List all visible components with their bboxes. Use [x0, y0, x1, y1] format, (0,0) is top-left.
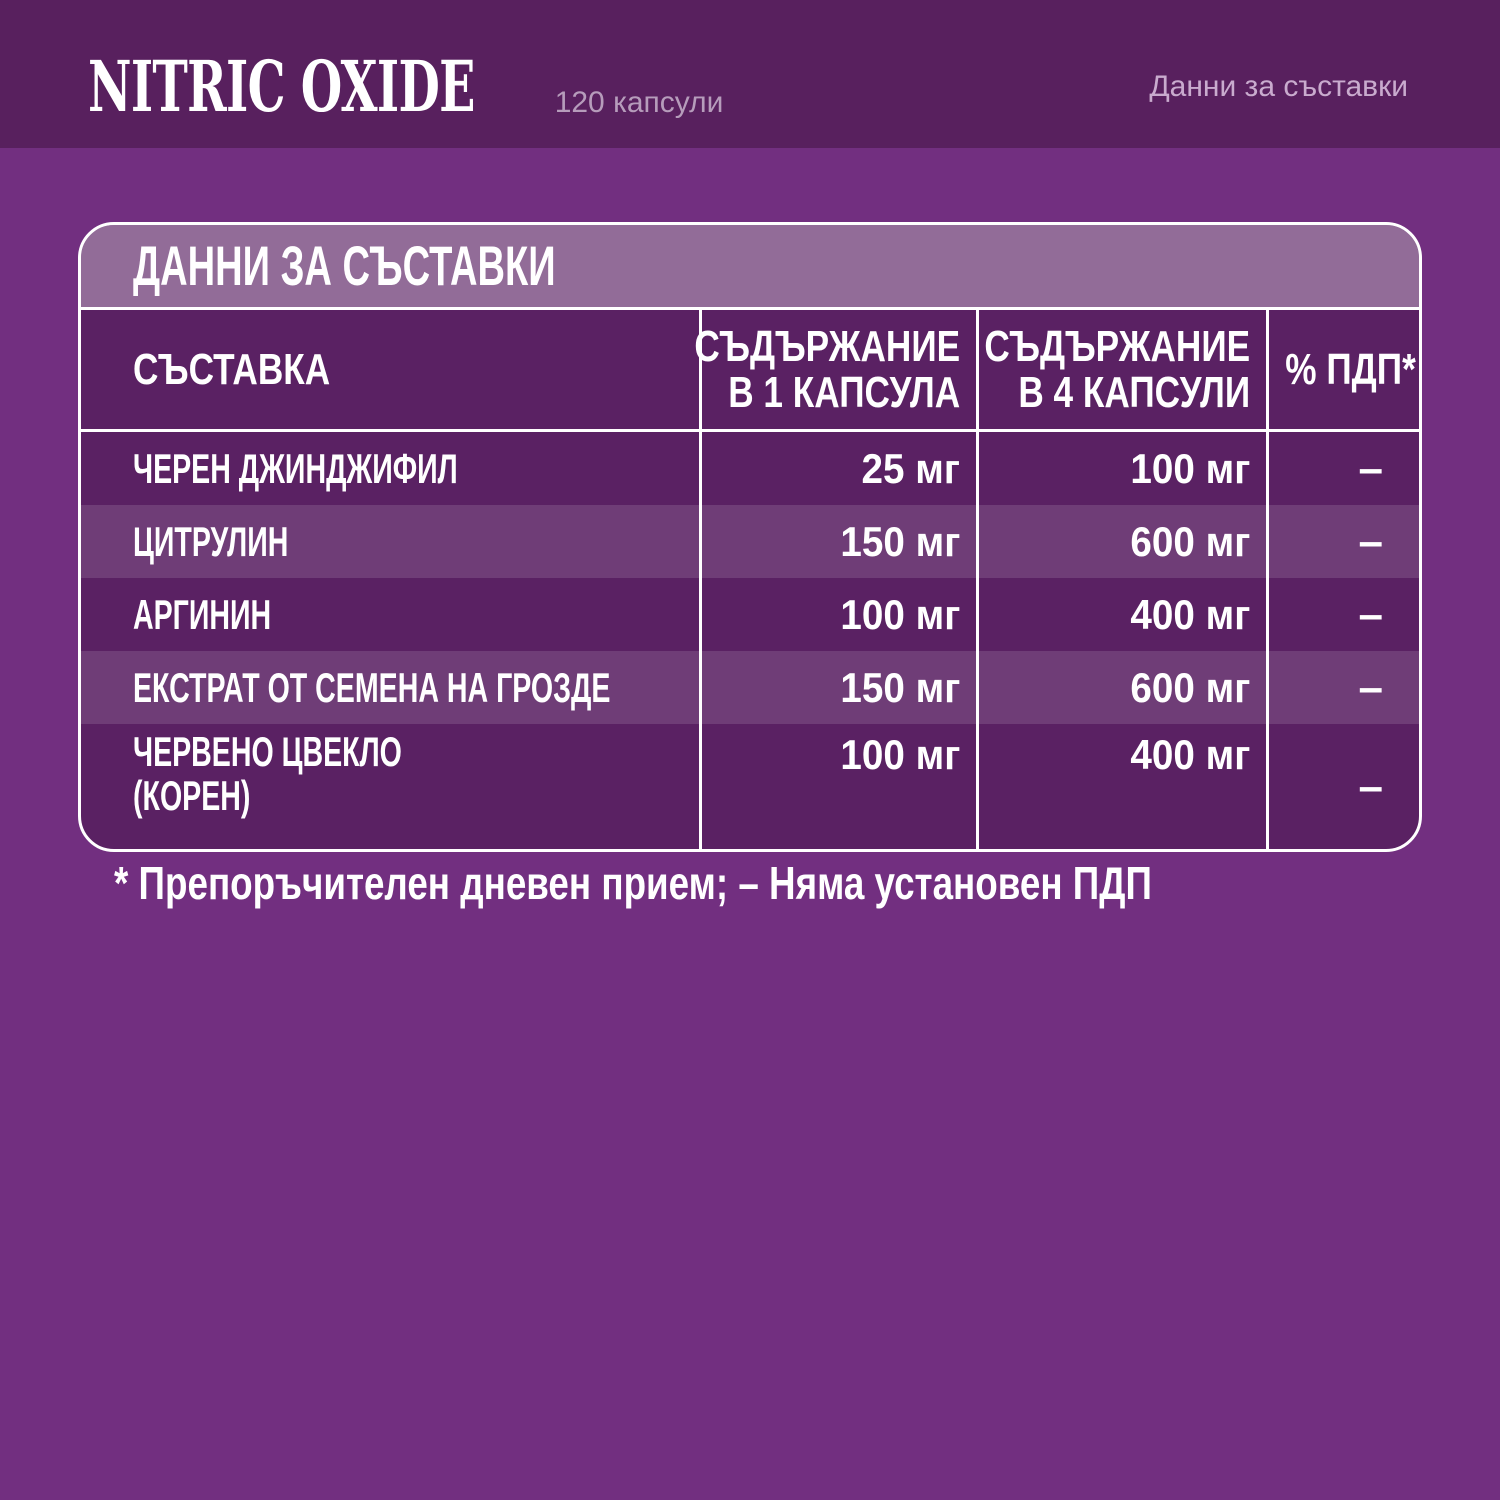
table-row — [81, 432, 1419, 505]
amount-per-4-capsules: 400 мг — [1130, 590, 1250, 638]
amount-per-4-capsules: 400 мг — [1130, 731, 1250, 778]
table-row — [81, 724, 1419, 849]
amount-per-1-capsule: 25 мг — [861, 444, 960, 492]
footnote: * Препоръчителен дневен прием; – Няма установен ПДП — [114, 857, 1152, 909]
amount-per-1-capsule: 150 мг — [840, 517, 960, 565]
section-label: Данни за съставки — [1149, 70, 1408, 103]
ingredient-name: ЦИТРУЛИН — [133, 517, 289, 565]
table-row — [81, 651, 1419, 724]
pdp-value: – — [1358, 761, 1383, 811]
pdp-value: – — [1358, 516, 1383, 566]
column-header-per-1-line1: СЪДЪРЖАНИЕ — [694, 321, 960, 371]
ingredient-name: ЧЕРЕН ДЖИНДЖИФИЛ — [133, 444, 458, 492]
amount-per-4-capsules: 100 мг — [1130, 444, 1250, 492]
amount-per-4-capsules: 600 мг — [1130, 663, 1250, 711]
top-bar — [0, 0, 1500, 148]
amount-per-1-capsule: 150 мг — [840, 663, 960, 711]
amount-per-1-capsule: 100 мг — [840, 590, 960, 638]
table-row — [81, 505, 1419, 578]
column-header-per-4-capsules — [976, 310, 1266, 429]
ingredient-name: ЕКСТРАТ ОТ СЕМЕНА НА ГРОЗДЕ — [133, 663, 611, 711]
panel-title-band — [81, 225, 1419, 310]
column-header-ingredient: СЪСТАВКА — [133, 344, 331, 394]
pdp-value: – — [1358, 589, 1383, 639]
product-title: NITRIC OXIDE — [88, 45, 475, 128]
capsule-count: 120 капсули — [554, 86, 724, 119]
ingredient-name: ЧЕРВЕНО ЦВЕКЛО (КОРЕН) — [133, 728, 402, 819]
column-header-per-1-line2: В 1 КАПСУЛА — [728, 367, 960, 417]
column-header-per-4-line1: СЪДЪРЖАНИЕ — [984, 321, 1250, 371]
panel-title: ДАННИ ЗА СЪСТАВКИ — [133, 234, 556, 297]
table-row — [81, 578, 1419, 651]
amount-per-1-capsule: 100 мг — [840, 731, 960, 778]
ingredient-name: АРГИНИН — [133, 590, 272, 638]
column-header-pdp: % ПДП* — [1266, 310, 1422, 429]
ingredients-panel — [78, 222, 1422, 852]
column-header-per-4-line2: В 4 КАПСУЛИ — [1018, 367, 1250, 417]
pdp-value: – — [1358, 662, 1383, 712]
table-header-row — [81, 310, 1419, 432]
pdp-value: – — [1358, 443, 1383, 493]
brand-block — [88, 45, 724, 128]
column-header-per-1-capsule — [694, 310, 976, 429]
amount-per-4-capsules: 600 мг — [1130, 517, 1250, 565]
